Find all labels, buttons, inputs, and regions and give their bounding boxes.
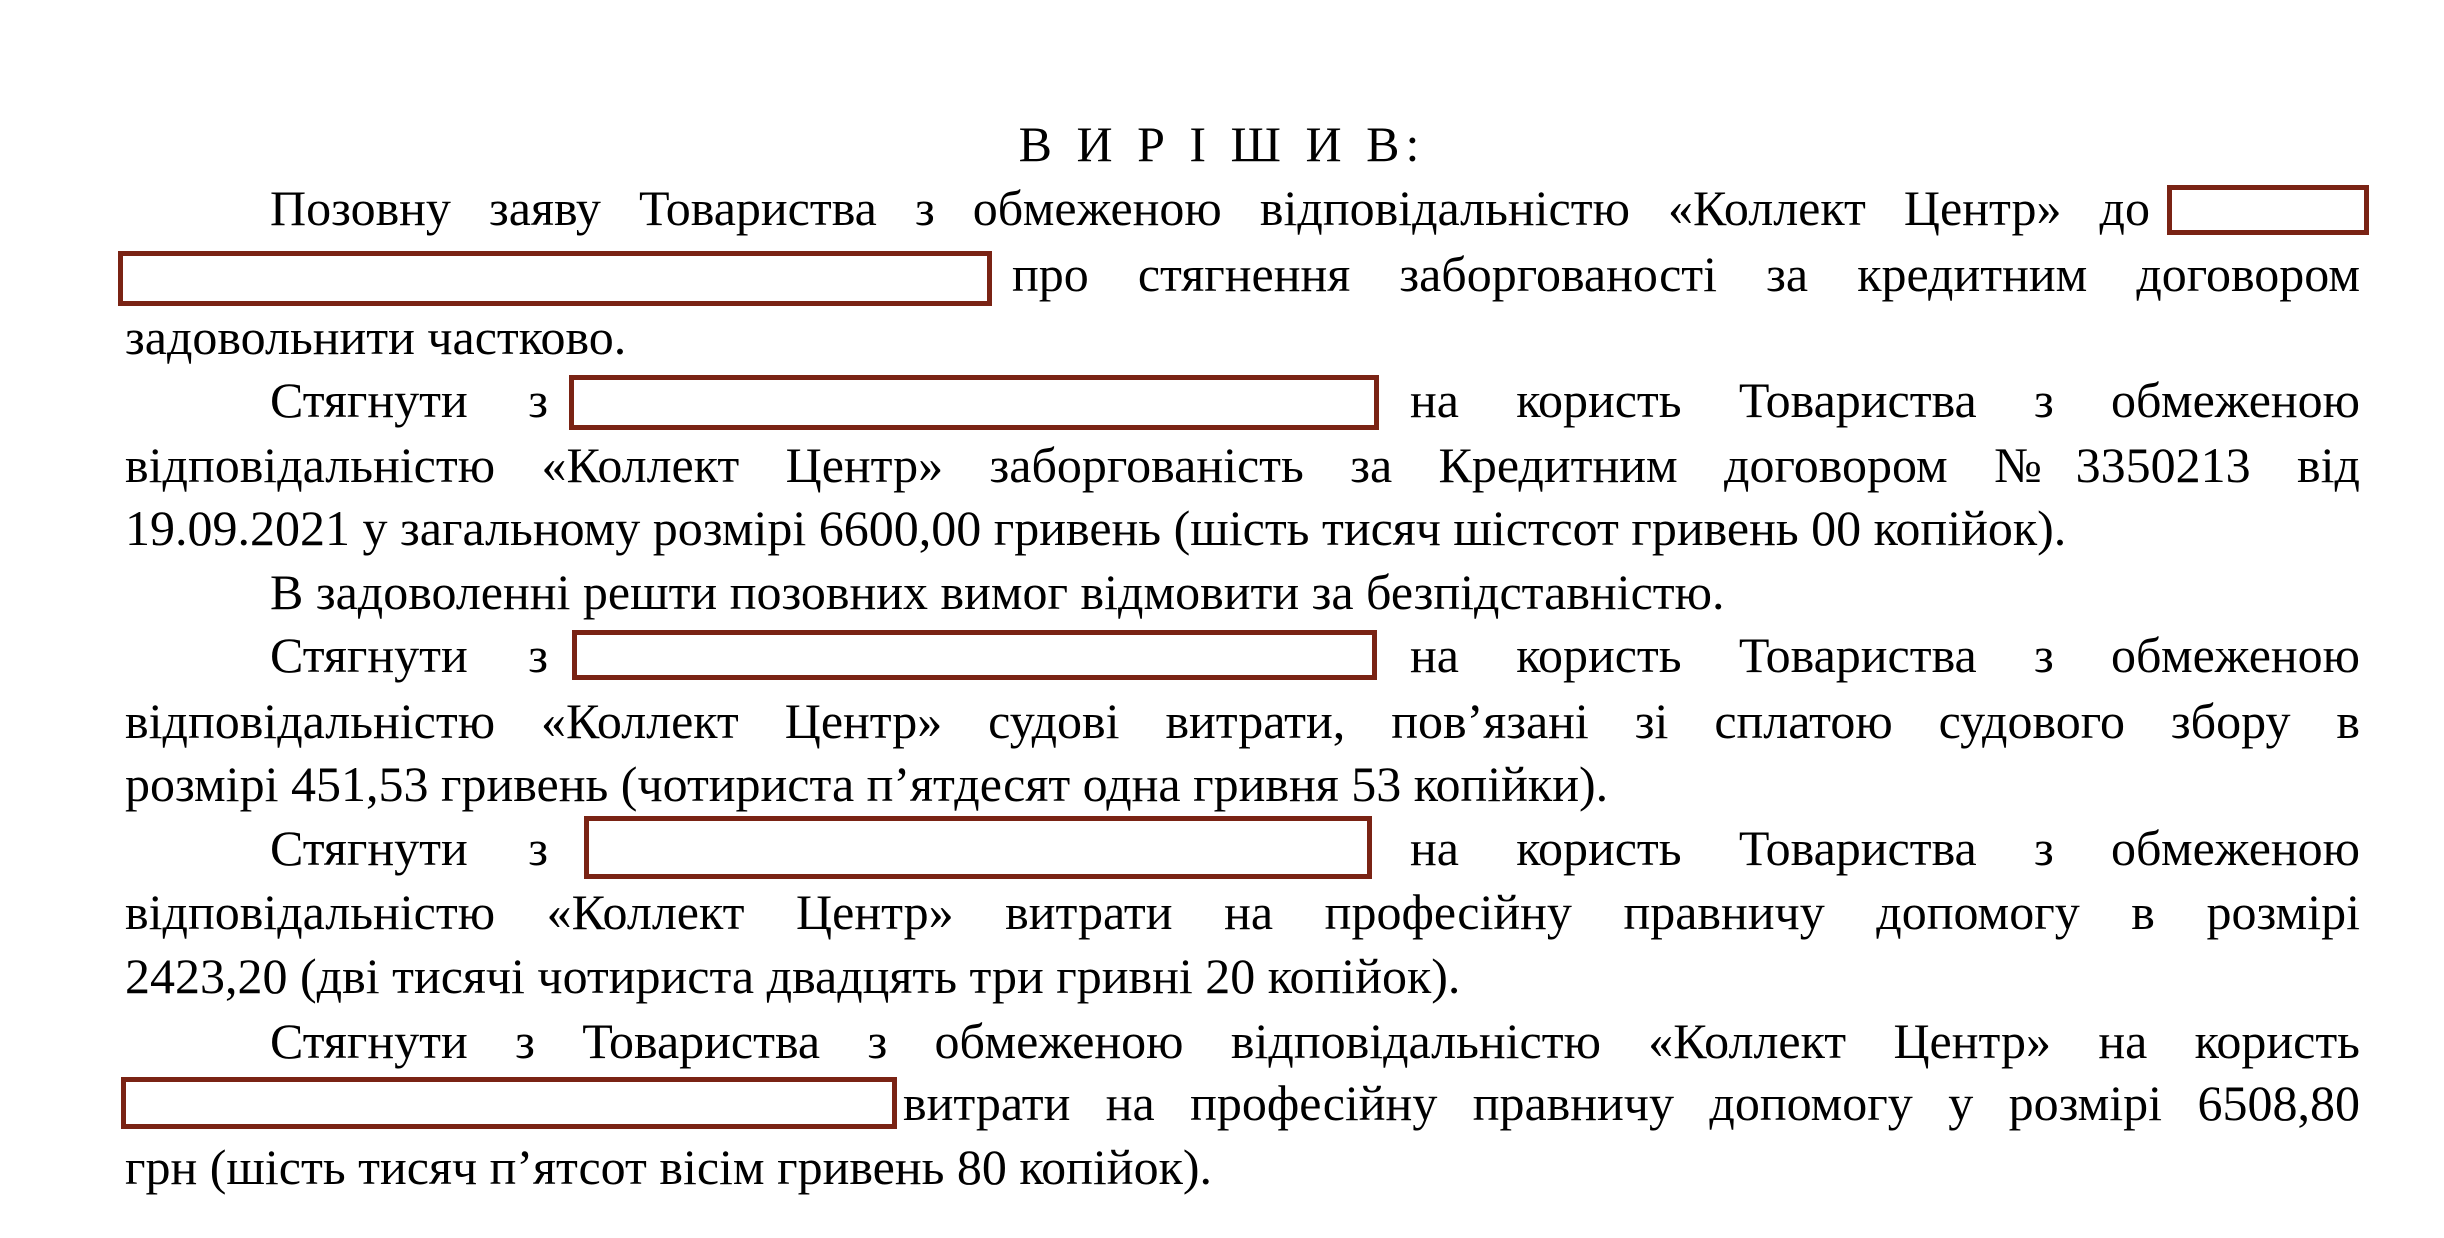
text-line: Стягнути з — [270, 820, 548, 876]
decision-heading: В И Р І Ш И В: — [1018, 116, 1426, 172]
text-line: Позовну заяву Товариства з обмеженою відповідальністю «Коллект Центр» до — [270, 180, 2150, 236]
text-line: витрати на професійну правничу допомогу у розмірі 6508,80 — [903, 1075, 2360, 1131]
text-line: розмірі 451,53 гривень (чотириста п’ятдесят одна гривня 53 копійки). — [125, 756, 1609, 812]
text-line: 2423,20 (дві тисячі чотириста двадцять три гривні 20 копійок). — [125, 948, 1461, 1004]
redaction-box — [584, 816, 1372, 879]
text-line: відповідальністю «Коллект Центр» витрати на професійну правничу допомогу в розмірі — [125, 884, 2360, 940]
text-line: відповідальністю «Коллект Центр» заборгованість за Кредитним договором №3350213 від — [125, 437, 2360, 493]
text-line: 19.09.2021 у загальному розмірі 6600,00 гривень (шість тисяч шістсот гривень 00 копійок). — [125, 500, 2067, 556]
text-line: на користь Товариства з обмеженою — [1410, 820, 2360, 876]
redaction-box — [569, 375, 1379, 430]
text-line: грн (шість тисяч п’ятсот вісім гривень 80 копійок). — [125, 1139, 1213, 1195]
redaction-box — [572, 630, 1377, 680]
text-line: відповідальністю «Коллект Центр» судові витрати, пов’язані зі сплатою судового збору в — [125, 693, 2360, 749]
redaction-box — [2167, 185, 2369, 235]
text-line: задовольнити частково. — [125, 309, 627, 365]
text-line: Стягнути з — [270, 627, 548, 683]
text-line: Стягнути з Товариства з обмеженою відповідальністю «Коллект Центр» на користь — [270, 1013, 2360, 1069]
text-line: на користь Товариства з обмеженою — [1410, 372, 2360, 428]
text-line: Стягнути з — [270, 372, 548, 428]
redaction-box — [118, 251, 992, 306]
text-line: В задоволенні решти позовних вимог відмовити за безпідставністю. — [270, 564, 1725, 620]
text-line: на користь Товариства з обмеженою — [1410, 627, 2360, 683]
text-line: про стягнення заборгованості за кредитним договором — [1012, 246, 2360, 302]
redaction-box — [121, 1077, 897, 1129]
